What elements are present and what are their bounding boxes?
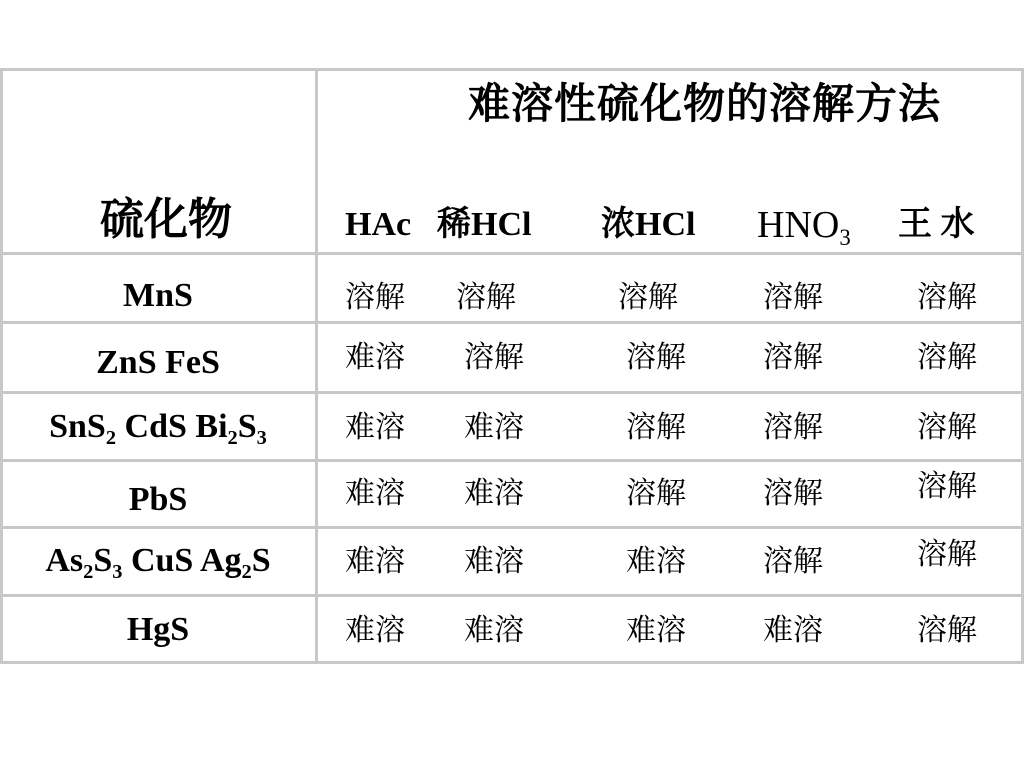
solubility-cell: 难溶 [345, 545, 405, 578]
column-header-hno3: $HNO_3$ [757, 204, 851, 250]
column-header-aqua-regia: 王 水 [898, 206, 975, 243]
sulfide-name-part: S [237, 408, 257, 445]
sulfide-name-part: 2 [241, 561, 252, 584]
row-divider [0, 526, 1024, 529]
sulfide-name-part: 3 [112, 561, 123, 584]
sulfide-name [0, 410, 316, 449]
solubility-cell: 难溶 [464, 411, 524, 444]
table-bottom-border [0, 661, 1024, 664]
solubility-cell: 难溶 [763, 614, 823, 647]
sulfide-name [0, 346, 316, 380]
sulfide-name-part: 2 [105, 427, 117, 450]
sulfide-name-part: S [93, 542, 113, 579]
column-header-dilute-hcl: 稀HCl [437, 206, 532, 243]
row-divider [0, 594, 1024, 597]
table-top-border [0, 68, 1024, 71]
solubility-cell: 溶解 [917, 411, 977, 444]
sulfide-name-part: 2 [227, 427, 238, 450]
solubility-cell: 溶解 [917, 470, 977, 503]
sulfide-name-part: ZnS FeS [96, 344, 220, 381]
sulfide-name-part: MnS [123, 277, 193, 314]
solubility-cell: 溶解 [917, 538, 977, 571]
solubility-cell: 溶解 [456, 281, 516, 314]
solubility-cell: 难溶 [345, 341, 405, 374]
solubility-cell: 溶解 [626, 341, 686, 374]
column-header-hno3-subscript: 3 [839, 224, 851, 250]
sulfide-name-part: As [45, 542, 84, 579]
solubility-cell: 溶解 [763, 341, 823, 374]
solubility-cell: 难溶 [626, 614, 686, 647]
solubility-cell: 溶解 [763, 281, 823, 314]
solubility-cell: 难溶 [345, 411, 405, 444]
solubility-cell: 溶解 [917, 614, 977, 647]
sulfide-name-part: HgS [126, 611, 190, 648]
sulfide-name-part: 3 [256, 427, 267, 450]
sulfide-name-part: CdS Bi [116, 408, 228, 445]
solubility-cell: 难溶 [464, 545, 524, 578]
table-title: 难溶性硫化物的溶解方法 [468, 82, 942, 128]
solubility-cell: 溶解 [464, 341, 524, 374]
column-header-hac: HAc [345, 206, 412, 243]
sulfide-name-part: CuS Ag [122, 542, 242, 579]
row-divider [0, 459, 1024, 462]
solubility-cell: 溶解 [626, 477, 686, 510]
solubility-cell: 难溶 [464, 614, 524, 647]
solubility-cell: 溶解 [763, 545, 823, 578]
sulfide-name-part: S [251, 542, 271, 579]
solubility-cell: 难溶 [345, 477, 405, 510]
sulfide-name [0, 613, 316, 647]
sulfide-column-header: 硫化物 [100, 195, 232, 244]
sulfide-name-part: 2 [83, 561, 94, 584]
header-bottom-border [0, 252, 1024, 255]
sulfide-name-part: SnS [49, 408, 106, 445]
column-header-concentrated-hcl: 浓HCl [601, 206, 696, 243]
solubility-cell: 溶解 [626, 411, 686, 444]
solubility-cell: 难溶 [626, 545, 686, 578]
solubility-cell: 溶解 [917, 281, 977, 314]
sulfide-name-part: PbS [128, 481, 188, 518]
solubility-cell: 难溶 [464, 477, 524, 510]
solubility-cell: 溶解 [917, 341, 977, 374]
row-divider [0, 391, 1024, 394]
sulfide-name [0, 483, 316, 517]
solubility-cell: 难溶 [345, 614, 405, 647]
solubility-cell: 溶解 [618, 281, 678, 314]
solubility-cell: 溶解 [345, 281, 405, 314]
sulfide-name [0, 279, 316, 313]
solubility-cell: 溶解 [763, 477, 823, 510]
solubility-cell: 溶解 [763, 411, 823, 444]
sulfide-name [0, 544, 316, 583]
row-divider [0, 321, 1024, 324]
